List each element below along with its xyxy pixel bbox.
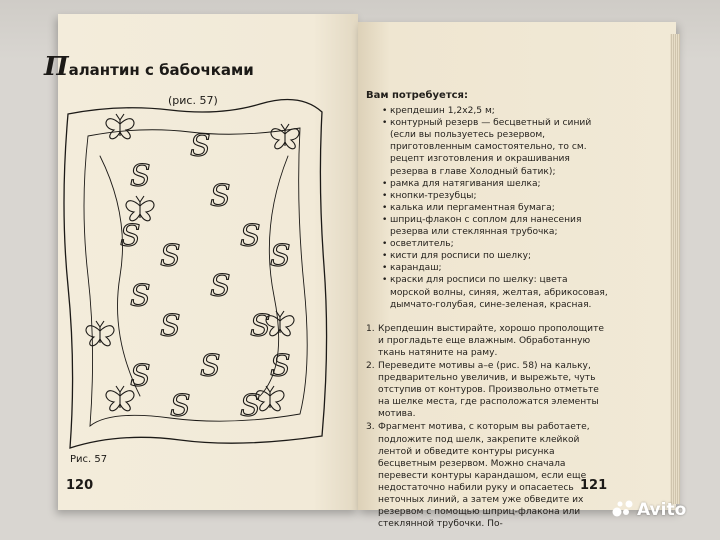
step-text: Фрагмент мотива, с которым вы работаете, подложите под шелк, закрепите клейкой лентой и обведите контуры рисунка бесцветным резервом. Можно сначала перевести контуры карандашом, если еще недостаточно набили руку и опасаетесь неточных линий, а затем уже обведите их резервом с помощью шприц-флакона или стеклянной трубочки. По- [378,422,590,530]
list-item: • кнопки-трезубцы; [382,190,610,202]
butterfly-icon [126,196,154,221]
page-edges [670,34,680,504]
page-title [44,52,254,82]
list-item: • кисти для росписи по шелку; [382,250,610,262]
avito-watermark [612,500,686,520]
illustration-letter: S [270,349,291,384]
list-item: • карандаш; [382,262,610,274]
step-item [366,421,610,530]
illustration-letter: S [270,239,291,274]
figure-caption: Рис. 57 [70,454,108,465]
step-text: Крепдешин выстирайте, хорошо прополощите и прогладьте еще влажным. Обработанную ткань натяните на раму. [378,323,604,358]
illustration-letter: S [120,219,141,254]
butterfly-icon [106,114,134,139]
illustration-letter: S [210,179,231,214]
illustration-letter: S [240,389,261,424]
illustration-letter: S [130,279,151,314]
instruction-steps [366,323,610,531]
avito-logo-icon [612,500,634,518]
figure-reference: (рис. 57) [168,94,218,107]
butterfly-icon [86,321,114,346]
butterfly-icon [271,124,299,149]
page-number-right: 121 [580,478,608,493]
illustration-letter: S [190,129,211,164]
illustration-letter: S [210,269,231,304]
watermark-text: Avito [637,500,687,520]
title-initial: П [44,52,69,82]
illustration-letter: S [240,219,261,254]
list-item: • краски для росписи по шелку: цвета морской волны, синяя, желтая, абрикосовая, дымчато-голубая, сине-зеленая, красная. [382,274,610,310]
step-item [366,360,610,420]
list-item: • крепдешин 1,2х2,5 м; [382,105,610,117]
list-item: • рамка для натягивания шелка; [382,178,610,190]
materials-list [366,105,610,311]
illustration-letter: S [200,349,221,384]
list-item: • осветлитель; [382,238,610,250]
right-page-text [366,90,610,531]
step-text: Переведите мотивы а–е (рис. 58) на кальку, предварительно увеличив, и вырежьте, чуть отступив от контуров. Произвольно отметьте на шелке места, где расположатся элементы мотива. [378,360,599,420]
scarf-illustration [60,96,330,476]
list-item: • калька или пергаментная бумага; [382,202,610,214]
illustration-letter: S [250,309,271,344]
page-number-left: 120 [66,478,94,493]
step-number: 2. [366,360,375,371]
step-number: 1. [366,323,375,334]
materials-heading: Вам потребуется: [366,90,468,101]
list-item: • контурный резерв — бесцветный и синий (если вы пользуетесь резервом, приготовленным самостоятельно, то см. рецепт изготовления и окрашивания резерва в главе Холодный батик); [382,117,610,177]
illustration-letter: S [130,159,151,194]
title-rest: алантин с бабочками [68,61,254,79]
step-number: 3. [366,422,375,433]
illustration-letter: S [130,359,151,394]
step-item [366,323,610,359]
list-item: • шприц-флакон с соплом для нанесения резерва или стеклянная трубочка; [382,214,610,238]
illustration-letter: S [160,309,181,344]
illustration-letter: S [170,389,191,424]
illustration-letter: S [160,239,181,274]
